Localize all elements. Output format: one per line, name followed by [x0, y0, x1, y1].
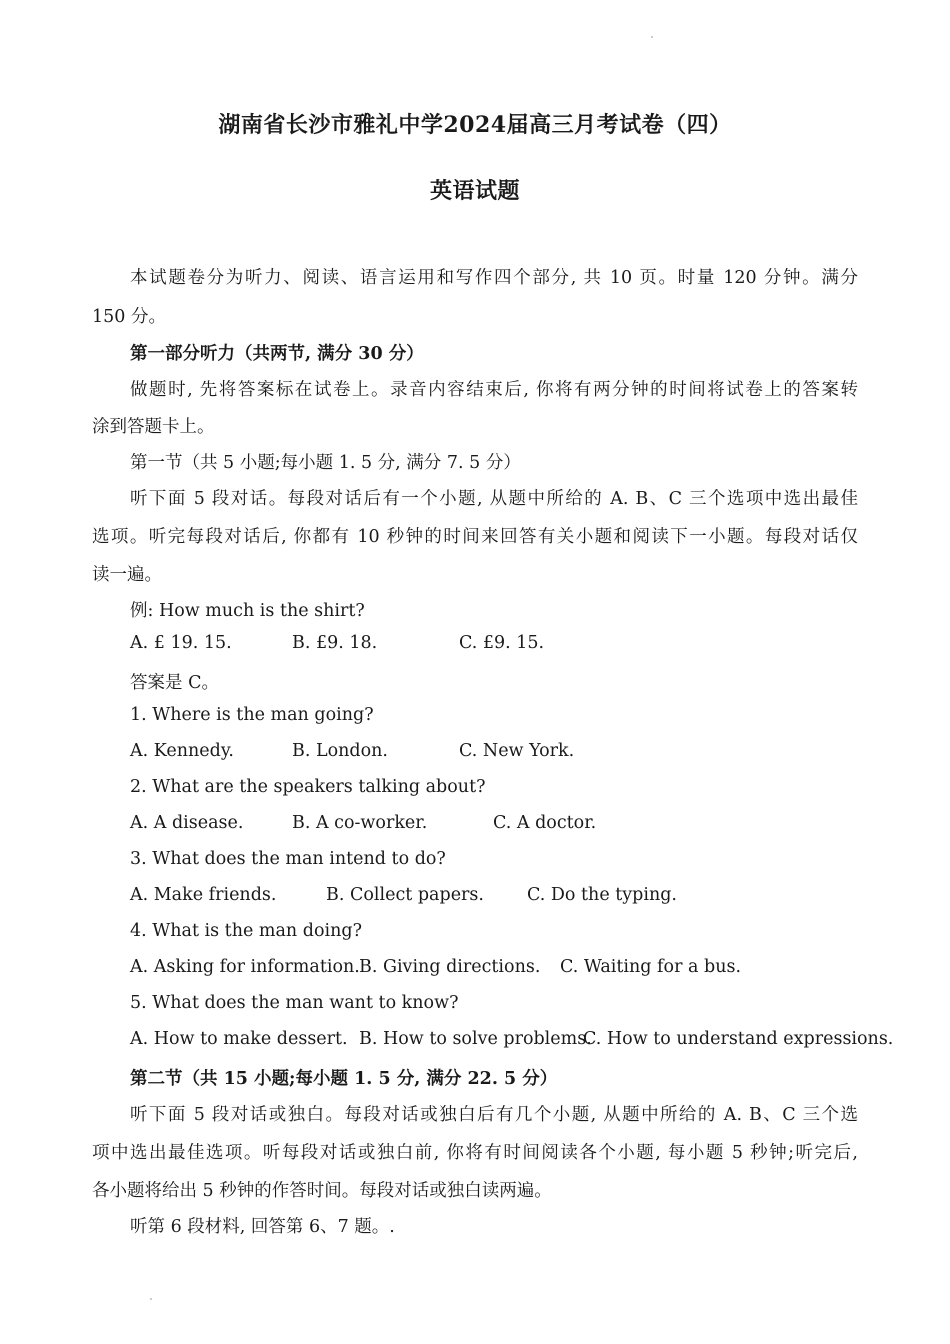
question-1-option-b: B. London.: [292, 741, 388, 761]
question-3: 3. What does the man intend to do?: [130, 849, 446, 869]
material-6-prompt: 听第 6 段材料, 回答第 6、7 题。.: [130, 1217, 395, 1237]
section2-heading: 第二节（共 15 小题;每小题 1. 5 分, 满分 22. 5 分）: [130, 1069, 558, 1089]
example-option-a: A. £ 19. 15.: [130, 633, 232, 653]
example-question: 例: How much is the shirt?: [130, 601, 365, 621]
part1-heading: 第一部分听力（共两节, 满分 30 分）: [130, 344, 424, 364]
question-5-option-a: A. How to make dessert.: [130, 1029, 348, 1049]
section1-heading: 第一节（共 5 小题;每小题 1. 5 分, 满分 7. 5 分）: [130, 453, 521, 473]
part1-instruction-line-1: 做题时, 先将答案标在试卷上。录音内容结束后, 你将有两分钟的时间将试卷上的答案转: [130, 380, 858, 400]
question-2-option-a: A. A disease.: [130, 813, 244, 833]
decorative-dot: [651, 36, 653, 38]
exam-subtitle: 英语试题: [429, 178, 520, 204]
question-1: 1. Where is the man going?: [130, 705, 374, 725]
section1-instruction-line-3: 读一遍。: [92, 565, 162, 585]
section1-instruction-line-1: 听下面 5 段对话。每段对话后有一个小题, 从题中所给的 A. B、C 三个选项中选出最佳: [130, 489, 858, 509]
question-1-option-c: C. New York.: [459, 741, 575, 761]
question-5: 5. What does the man want to know?: [130, 993, 459, 1013]
question-4-option-b: B. Giving directions.: [359, 957, 541, 977]
question-4: 4. What is the man doing?: [130, 921, 362, 941]
section1-instruction-line-2: 选项。听完每段对话后, 你都有 10 秒钟的时间来回答有关小题和阅读下一小题。每段对话仅: [92, 527, 858, 547]
decorative-dot: [150, 1298, 152, 1300]
example-answer: 答案是 C。: [130, 673, 219, 693]
question-2-option-c: C. A doctor.: [493, 813, 597, 833]
section2-instruction-line-2: 项中选出最佳选项。听每段对话或独白前, 你将有时间阅读各个小题, 每小题 5 秒钟;听完后,: [92, 1143, 858, 1163]
intro-line-1: 本试题卷分为听力、阅读、语言运用和写作四个部分, 共 10 页。时量 120 分钟。满分: [130, 268, 858, 288]
question-3-option-c: C. Do the typing.: [527, 885, 677, 905]
question-5-option-b: B. How to solve problems.: [359, 1029, 592, 1049]
question-1-option-a: A. Kennedy.: [130, 741, 234, 761]
example-option-c: C. £9. 15.: [459, 633, 545, 653]
question-2-option-b: B. A co-worker.: [292, 813, 428, 833]
question-2: 2. What are the speakers talking about?: [130, 777, 486, 797]
question-3-option-a: A. Make friends.: [130, 885, 277, 905]
part1-instruction-line-2: 涂到答题卡上。: [92, 417, 215, 437]
example-option-b: B. £9. 18.: [292, 633, 378, 653]
intro-line-2: 150 分。: [92, 307, 166, 327]
question-5-option-c: C. How to understand expressions.: [583, 1029, 894, 1049]
question-3-option-b: B. Collect papers.: [326, 885, 484, 905]
section2-instruction-line-3: 各小题将给出 5 秒钟的作答时间。每段对话或独白读两遍。: [92, 1181, 552, 1201]
section2-instruction-line-1: 听下面 5 段对话或独白。每段对话或独白后有几个小题, 从题中所给的 A. B、C 三个选: [130, 1105, 858, 1125]
question-4-option-c: C. Waiting for a bus.: [560, 957, 742, 977]
exam-title: 湖南省长沙市雅礼中学2024届高三月考试卷（四）: [218, 112, 732, 138]
question-4-option-a: A. Asking for information.: [130, 957, 360, 977]
